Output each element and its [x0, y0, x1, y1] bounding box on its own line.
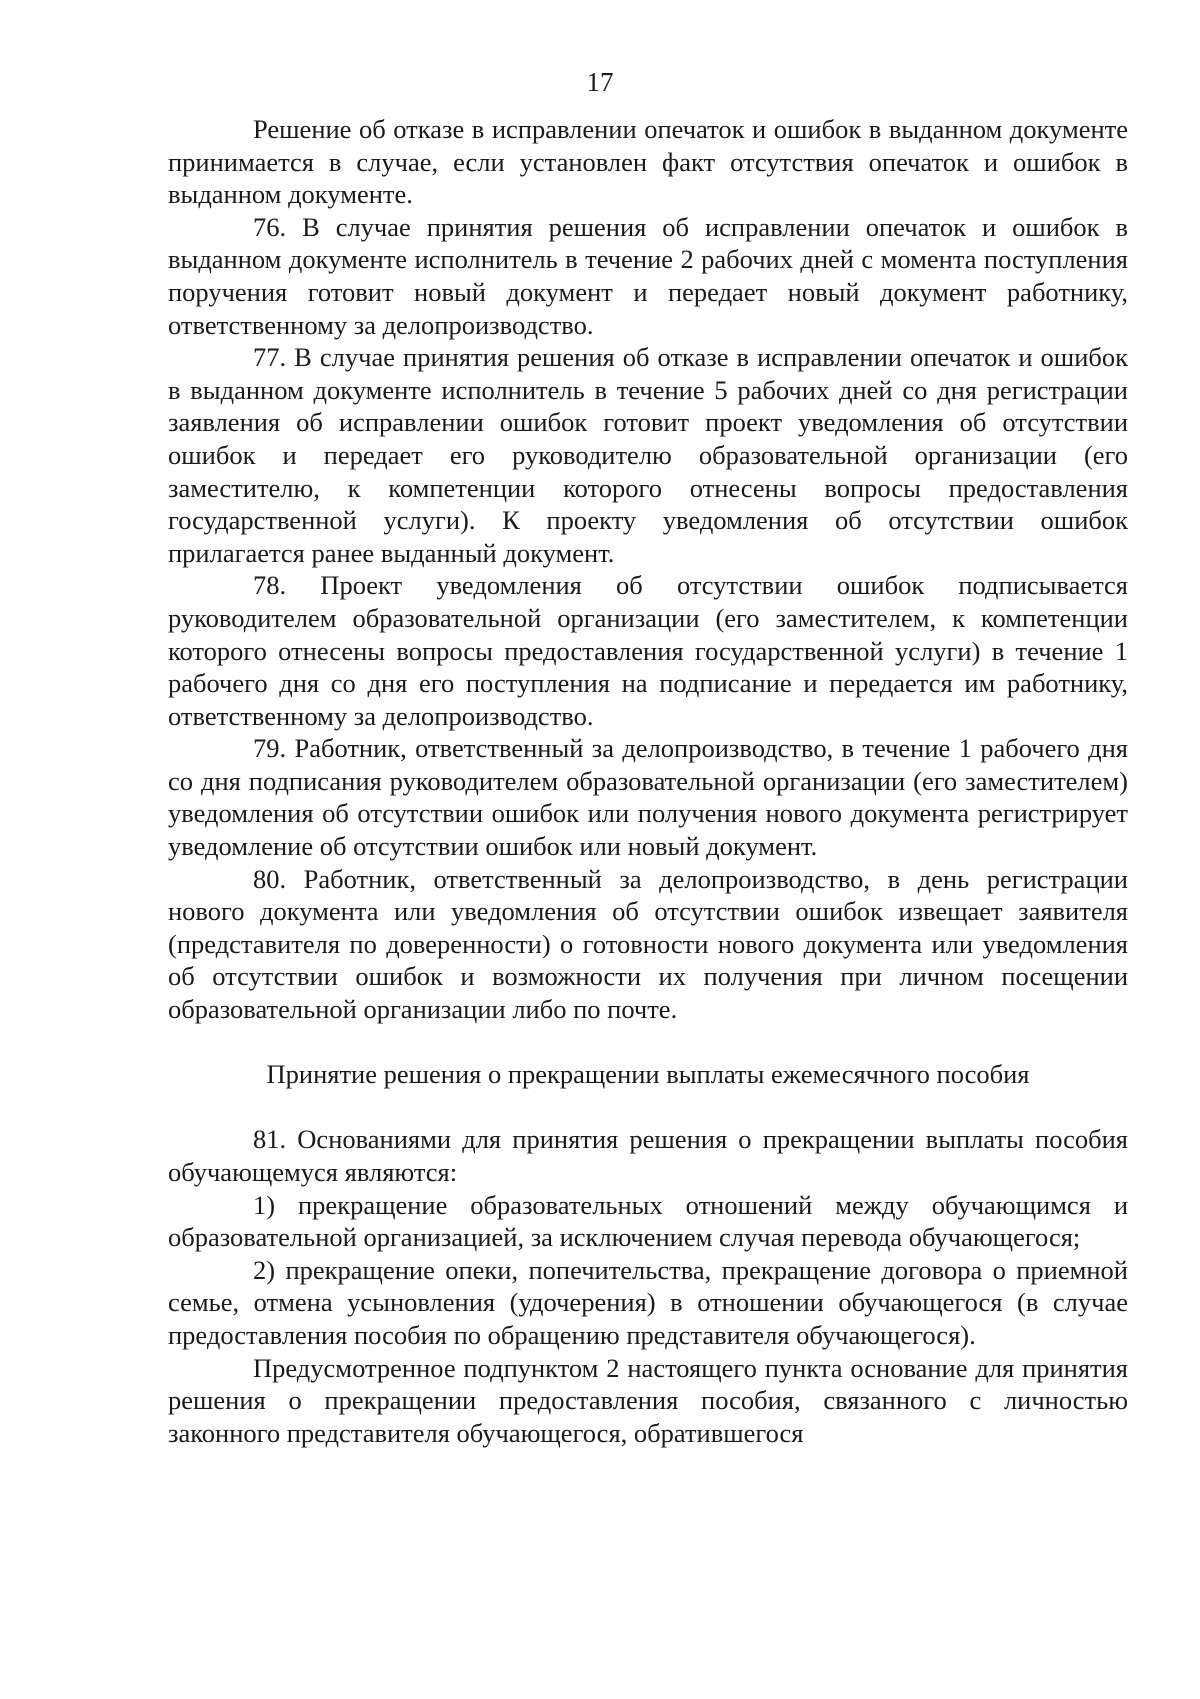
paragraph-76: 76. В случае принятия решения об исправлении опечаток и ошибок в выданном документе исполнитель в течение 2 рабочих дней с момента поступления поручения готовит новый документ и передает новый документ работнику, ответственному за делопроизводство.	[168, 211, 1128, 340]
paragraph-refusal-decision: Решение об отказе в исправлении опечаток и ошибок в выданном документе принимается в случае, если установлен факт отсутствия опечаток и ошибок в выданном документе.	[168, 114, 1128, 210]
paragraph-81-item-2: 2) прекращение опеки, попечительства, прекращение договора о приемной семье, отмена усыновления (удочерения) в отношении обучающегося (в случае предоставления пособия по обращению представителя обучающегося).	[168, 1254, 1128, 1350]
paragraph-77: 77. В случае принятия решения об отказе в исправлении опечаток и ошибок в выданном документе исполнитель в течение 5 рабочих дней со дня регистрации заявления об исправлении ошибок готовит проект уведомления об отсутствии ошибок и передает его руководителю образовательной организации (его заместителю, к компетенции которого отнесены вопросы предоставления государственной услуги). К проекту уведомления об отсутствии ошибок прилагается ранее выданный документ.	[168, 342, 1128, 568]
paragraph-80: 80. Работник, ответственный за делопроизводство, в день регистрации нового документа или уведомления об отсутствии ошибок извещает заявителя (представителя по доверенности) о готовности нового документа или уведомления об отсутствии ошибок и возможности их получения при личном посещении образовательной организации либо по почте.	[168, 863, 1128, 1025]
paragraph-81-note: Предусмотренное подпунктом 2 настоящего пункта основание для принятия решения о прекращении предоставления пособия, связанного с личностью законного представителя обучающегося, обратившегося	[168, 1352, 1128, 1448]
page-number: 17	[586, 67, 614, 97]
paragraph-79: 79. Работник, ответственный за делопроизводство, в течение 1 рабочего дня со дня подписания руководителем образовательной организации (его заместителем) уведомления об отсутствии ошибок или получения нового документа регистрирует уведомление об отсутствии ошибок или новый документ.	[168, 733, 1128, 862]
document-body	[168, 113, 1128, 1449]
section-heading: Принятие решения о прекращении выплаты ежемесячного пособия	[266, 1059, 1030, 1090]
paragraph-81-item-1: 1) прекращение образовательных отношений между обучающимся и образовательной организацией, за исключением случая перевода обучающегося;	[168, 1189, 1128, 1253]
paragraph-78: 78. Проект уведомления об отсутствии ошибок подписывается руководителем образовательной организации (его заместителем, к компетенции которого отнесены вопросы предоставления государственной услуги) в течение 1 рабочего дня со дня его поступления на подписание и передается им работнику, ответственному за делопроизводство.	[168, 570, 1128, 731]
paragraph-81: 81. Основаниями для принятия решения о прекращении выплаты пособия обучающемуся являются:	[168, 1124, 1128, 1187]
section-spacer	[168, 1026, 1128, 1059]
section-spacer	[168, 1091, 1128, 1124]
